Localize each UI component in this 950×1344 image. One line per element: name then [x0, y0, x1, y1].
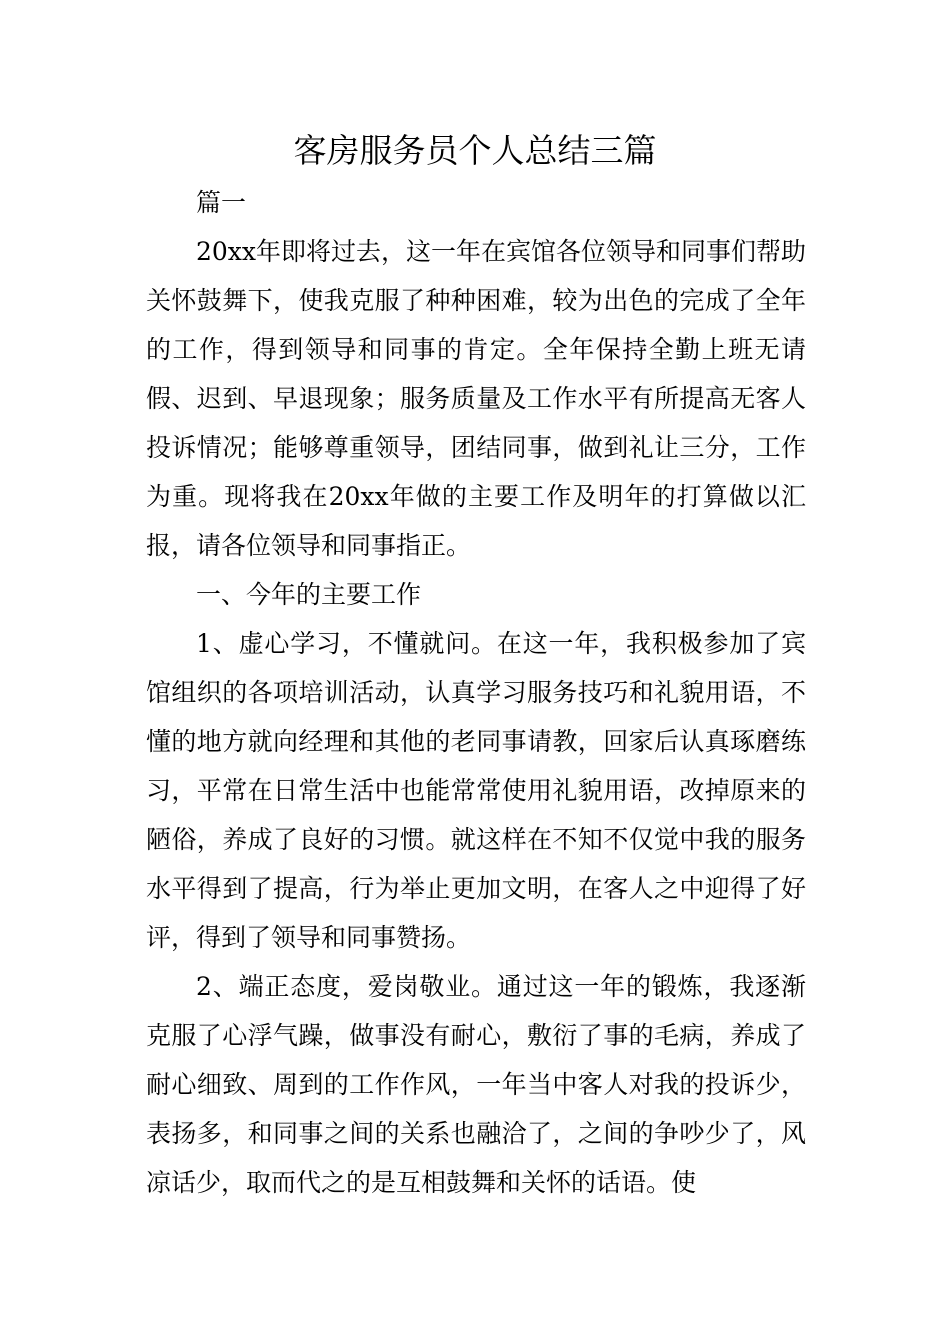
subsection-heading: 一、今年的主要工作 [196, 580, 422, 609]
section-heading: 篇一 [196, 188, 247, 217]
document-body [146, 178, 806, 1207]
paragraph: 1、虚心学习，不懂就问。在这一年，我积极参加了宾馆组织的各项培训活动，认真学习服务技巧和礼貌用语，不懂的地方就向经理和其他的老同事请教，回家后认真琢磨练习，平常在日常生活中也能常常使用礼貌用语，改掉原来的陋俗，养成了良好的习惯。就这样在不知不仅觉中我的服务水平得到了提高，行为举止更加文明，在客人之中迎得了好评，得到了领导和同事赞扬。 [146, 629, 806, 952]
paragraph: 20xx年即将过去，这一年在宾馆各位领导和同事们帮助关怀鼓舞下，使我克服了种种困难，较为出色的完成了全年的工作，得到领导和同事的肯定。全年保持全勤上班无请假、迟到、早退现象；服务质量及工作水平有所提高无客人投诉情况；能够尊重领导，团结同事，做到礼让三分，工作为重。现将我在20xx年做的主要工作及明年的打算做以汇报，请各位领导和同事指正。 [146, 237, 807, 560]
paragraph: 2、端正态度，爱岗敬业。通过这一年的锻炼，我逐渐克服了心浮气躁，做事没有耐心，敷衍了事的毛病，养成了耐心细致、周到的工作作风，一年当中客人对我的投诉少，表扬多，和同事之间的关系也融洽了，之间的争吵少了，风凉话少，取而代之的是互相鼓舞和关怀的话语。使 [146, 972, 806, 1197]
document-title: 客房服务员个人总结三篇 [293, 131, 657, 170]
